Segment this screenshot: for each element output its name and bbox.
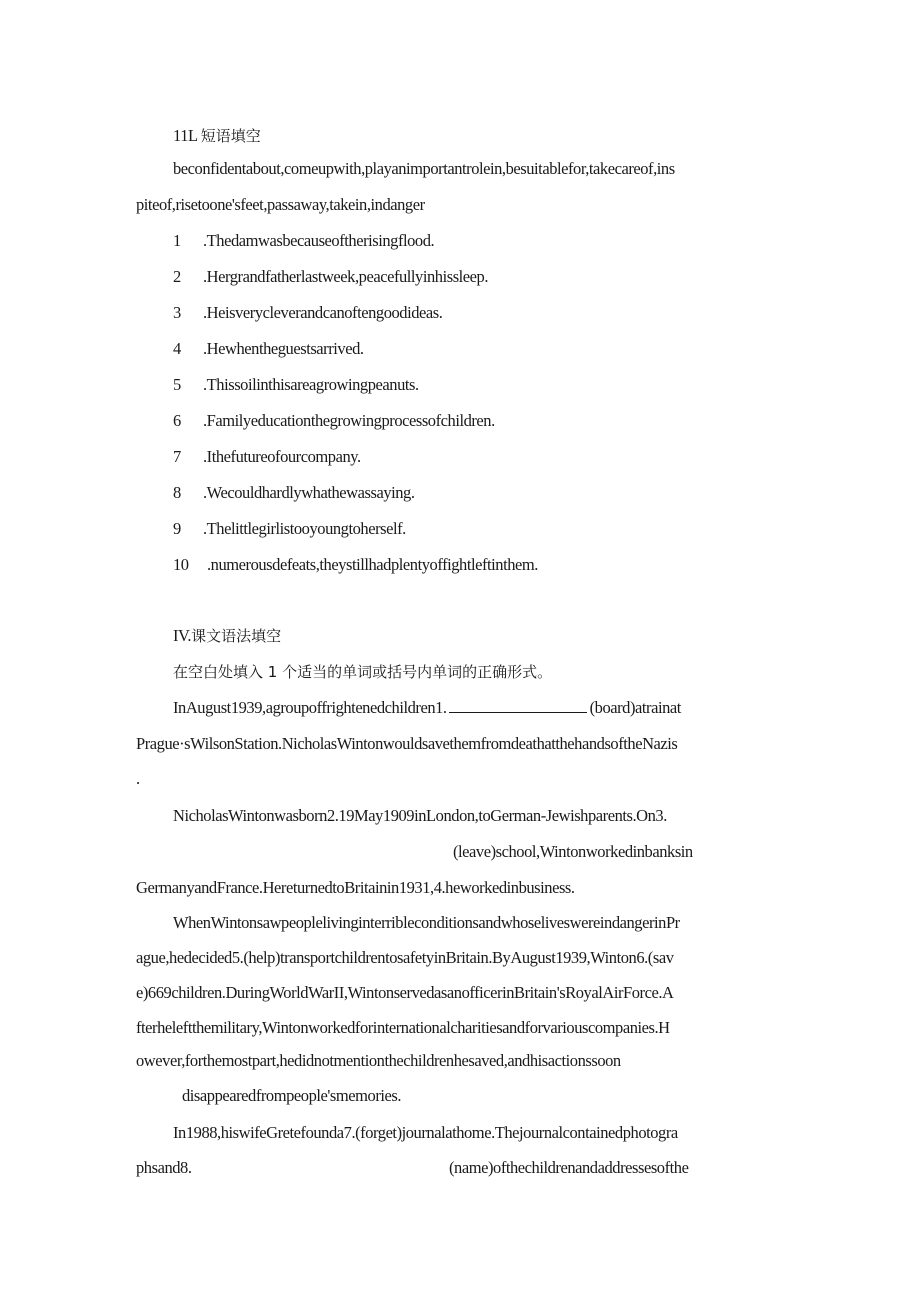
passage-p3-line5: owever,forthemostpart,hedidnotmentionthechildrenhesaved,andhisactionssoon [136,1051,621,1070]
passage-p2-line1: NicholasWintonwasborn2.19May1909inLondon,toGerman-Jewishparents.On3. [173,806,667,825]
section3-title: 11L 短语填空 [173,126,261,145]
exercise-item-8: 8 .Wecouldhardlywhathewassaying. [173,483,415,502]
passage-p2-line3: GermanyandFrance.HereturnedtoBritainin1931,4.heworkedinbusiness. [136,878,575,897]
passage-p1-line3: . [136,769,140,788]
exercise-item-7: 7 .Ithefutureofourcompany. [173,447,361,466]
exercise-item-10: 10 .numerousdefeats,theystillhadplentyoffightleftinthem. [173,555,538,574]
passage-p3-line4: fterheleftthemilitary,Wintonworkedforinternationalcharitiesandforvariouscompanies.H [136,1018,670,1037]
exercise-item-4: 4 .Hewhentheguestsarrived. [173,339,364,358]
exercise-item-1: 1 .Thedamwasbecauseoftherisingflood. [173,231,435,250]
passage-p4-line2a: phsand8. [136,1158,192,1177]
passage-p4-line1: In1988,hiswifeGretefounda7.(forget)journalathome.Thejournalcontainedphotogra [173,1123,678,1142]
phrase-list-line1: beconfidentabout,comeupwith,playanimportantrolein,besuitablefor,takecareof,ins [173,159,675,178]
passage-p4-line2b: (name)ofthechildrenandaddressesofthe [449,1158,689,1177]
passage-p3-line2: ague,hedecided5.(help)transportchildrentosafetyinBritain.ByAugust1939,Winton6.(sav [136,948,674,967]
exercise-item-5: 5 .Thissoilinthisareagrowingpeanuts. [173,375,419,394]
passage-p3-line1: WhenWintonsawpeoplelivinginterribleconditionsandwhoseliveswereindangerinPr [173,913,680,932]
section4-title: IV.课文语法填空 [173,626,282,645]
passage-p3-line6: disappearedfrompeople'smemories. [182,1086,402,1105]
passage-p1-line1: InAugust1939,agroupoffrightenedchildren1. (board)atrainat [173,698,681,717]
exercise-item-2: 2 .Hergrandfatherlastweek,peacefullyinhissleep. [173,267,489,286]
passage-p3-line3: e)669children.DuringWorldWarII,WintonservedasanofficerinBritain'sRoyalAirForce.A [136,983,674,1002]
answer-blank-1[interactable] [449,698,587,713]
section4-instruction: 在空白处填入 1 个适当的单词或括号内单词的正确形式。 [173,663,553,681]
section4-title-cjk: 课文语法填空 [191,627,282,645]
passage-p1-line2: Prague·sWilsonStation.NicholasWintonwouldsavethemfromdeathatthehandsoftheNazis [136,734,678,753]
phrase-list-line2: piteof,risetoone'sfeet,passaway,takein,indanger [136,195,425,214]
section3-title-cjk: 短语填空 [200,127,261,145]
exercise-item-3: 3 .Heisverycleverandcanoftengoodideas. [173,303,443,322]
passage-p2-line2: (leave)school,Wintonworkedinbanksin [453,842,693,861]
exercise-item-6: 6 .Familyeducationthegrowingprocessofchildren. [173,411,495,430]
exercise-item-9: 9 .Thelittlegirlistooyoungtoherself. [173,519,406,538]
